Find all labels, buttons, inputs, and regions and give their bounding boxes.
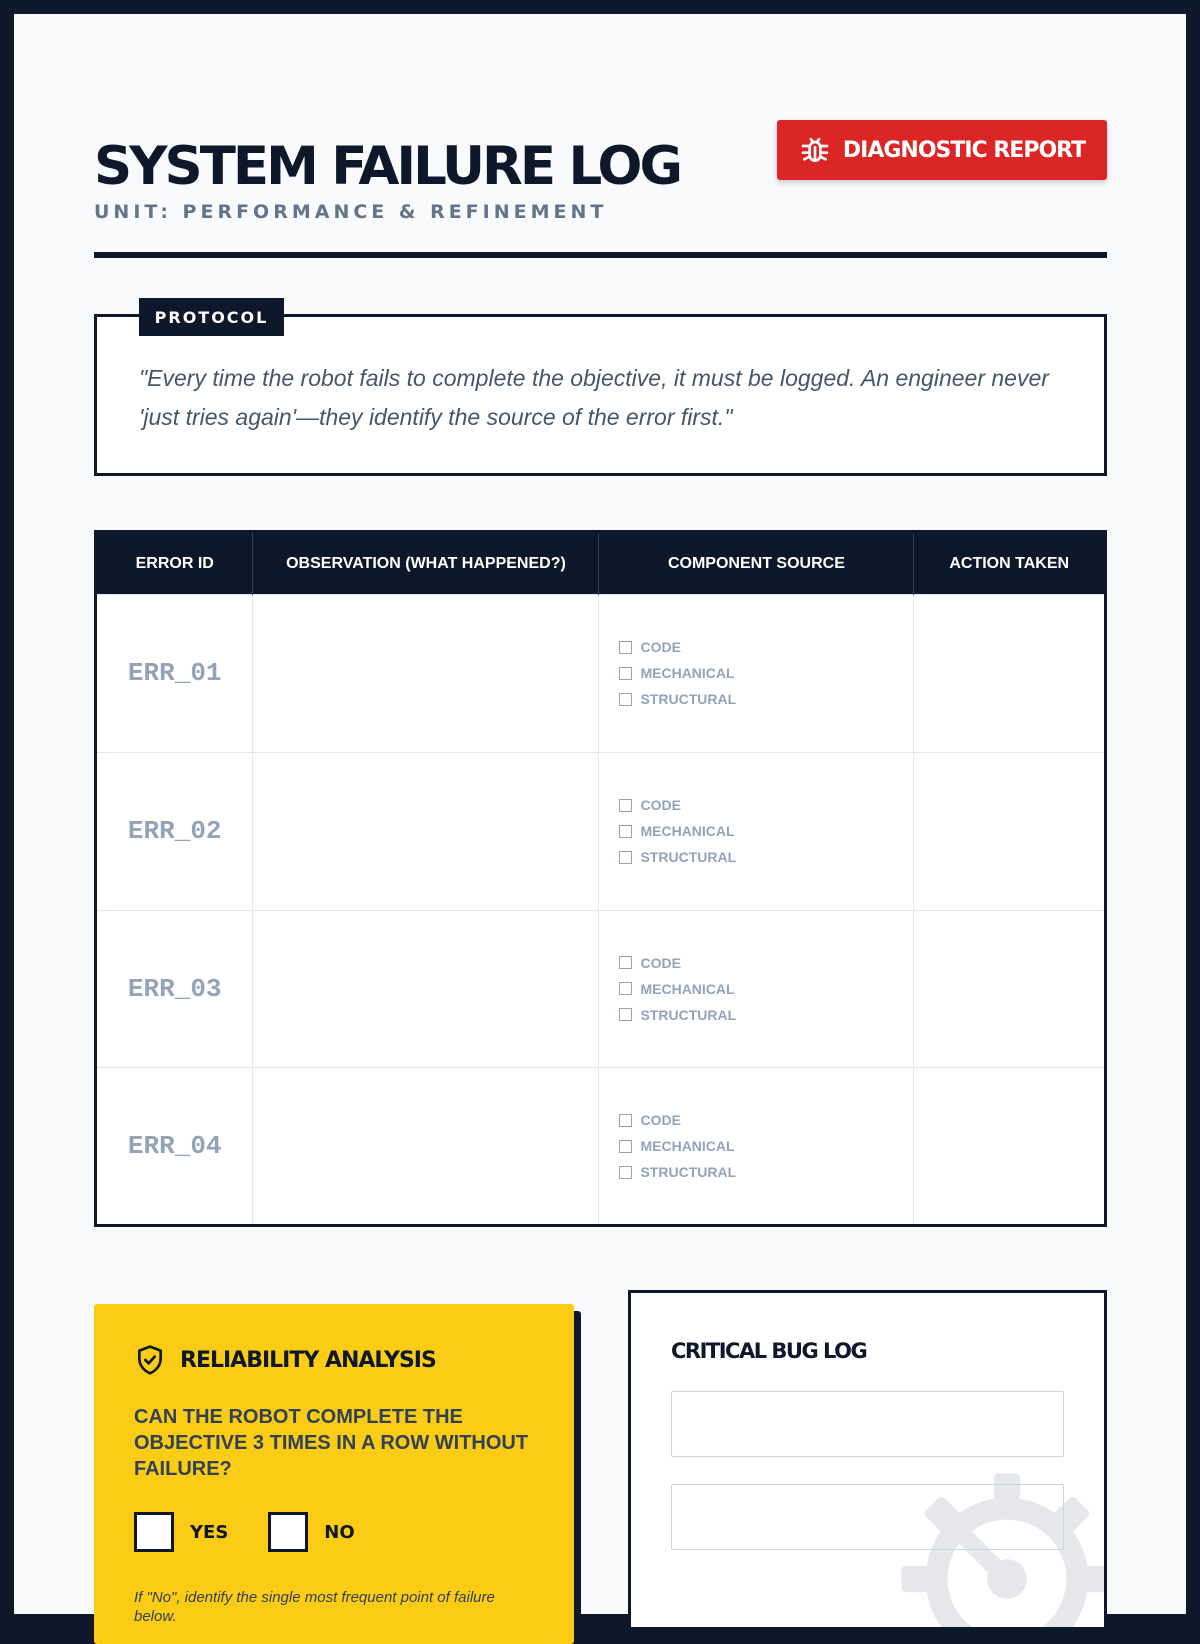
error-id-cell: ERR_01	[96, 595, 253, 753]
bug-entry-field[interactable]	[671, 1484, 1064, 1550]
source-option-label: MECHANICAL	[640, 665, 735, 682]
checkbox[interactable]	[619, 982, 632, 995]
header-action-taken: ACTION TAKEN	[914, 532, 1106, 595]
page-subtitle: UNIT: PERFORMANCE & REFINEMENT	[94, 201, 608, 223]
error-id-cell: ERR_04	[96, 1068, 253, 1226]
reliability-title: RELIABILITY ANALYSIS	[180, 1347, 436, 1373]
checkbox[interactable]	[619, 641, 632, 654]
action-taken-cell[interactable]	[914, 910, 1106, 1068]
checkbox[interactable]	[619, 693, 632, 706]
source-option-label: CODE	[640, 1112, 681, 1129]
checkbox[interactable]	[619, 956, 632, 969]
no-label: NO	[324, 1521, 355, 1543]
action-taken-cell[interactable]	[914, 1068, 1106, 1226]
source-option-code[interactable]	[619, 1107, 913, 1133]
yes-label: YES	[190, 1521, 229, 1543]
source-option-structural[interactable]	[619, 1159, 913, 1185]
reliability-header	[134, 1344, 436, 1376]
reliability-hint: If "No", identify the single most frequent point of failure below.	[134, 1589, 495, 1625]
source-option-mechanical[interactable]	[619, 660, 913, 686]
protocol-quote: "Every time the robot fails to complete the objective, it must be logged. An engineer never 'just tries again'—they identify the source of the error first."	[139, 365, 1049, 430]
bug-log-title: CRITICAL BUG LOG	[671, 1339, 867, 1363]
worksheet-page	[14, 14, 1186, 1625]
source-option-label: CODE	[640, 954, 681, 971]
error-id-cell: ERR_02	[96, 752, 253, 910]
error-id-cell: ERR_03	[96, 910, 253, 1068]
header-error-id: ERROR ID	[96, 532, 253, 595]
source-option-code[interactable]	[619, 634, 913, 660]
header-component-source: COMPONENT SOURCE	[599, 532, 914, 595]
table-row	[96, 595, 1106, 753]
page-title: SYSTEM FAILURE LOG	[94, 136, 680, 197]
observation-cell[interactable]	[253, 1068, 599, 1226]
no-option[interactable]	[268, 1512, 354, 1552]
observation-cell[interactable]	[253, 910, 599, 1068]
observation-cell[interactable]	[253, 752, 599, 910]
checkbox[interactable]	[619, 825, 632, 838]
source-option-label: STRUCTURAL	[640, 1006, 737, 1023]
source-option-mechanical[interactable]	[619, 976, 913, 1002]
source-option-label: STRUCTURAL	[640, 691, 737, 708]
table-header-row	[96, 532, 1106, 595]
diagnostic-report-badge	[777, 120, 1107, 180]
component-source-cell	[599, 1068, 914, 1226]
source-option-label: CODE	[640, 797, 681, 814]
component-source-cell	[599, 595, 914, 753]
reliability-options	[134, 1512, 395, 1552]
checkbox[interactable]	[619, 1166, 632, 1179]
table-row	[96, 752, 1106, 910]
shield-check-icon	[134, 1344, 166, 1376]
checkbox[interactable]	[619, 1140, 632, 1153]
source-option-structural[interactable]	[619, 1002, 913, 1028]
yes-checkbox[interactable]	[134, 1512, 174, 1552]
source-option-label: MECHANICAL	[640, 1138, 735, 1155]
bug-entry-field[interactable]	[671, 1391, 1064, 1457]
source-option-label: MECHANICAL	[640, 980, 735, 997]
checkbox[interactable]	[619, 667, 632, 680]
table-row	[96, 1068, 1106, 1226]
source-option-code[interactable]	[619, 950, 913, 976]
protocol-box	[94, 307, 1107, 476]
source-option-label: STRUCTURAL	[640, 849, 737, 866]
source-option-structural[interactable]	[619, 686, 913, 712]
yes-option[interactable]	[134, 1512, 228, 1552]
badge-label: DIAGNOSTIC REPORT	[842, 137, 1086, 163]
table-row	[96, 910, 1106, 1068]
protocol-tag: PROTOCOL	[139, 298, 284, 336]
action-taken-cell[interactable]	[914, 595, 1106, 753]
source-option-label: STRUCTURAL	[640, 1164, 737, 1181]
source-option-structural[interactable]	[619, 844, 913, 870]
reliability-question: CAN THE ROBOT COMPLETE THE OBJECTIVE 3 TIMES IN A ROW WITHOUT FAILURE?	[134, 1406, 529, 1480]
source-option-code[interactable]	[619, 792, 913, 818]
checkbox[interactable]	[619, 1008, 632, 1021]
checkbox[interactable]	[619, 851, 632, 864]
checkbox[interactable]	[619, 1114, 632, 1127]
header-divider	[94, 252, 1107, 258]
observation-cell[interactable]	[253, 595, 599, 753]
action-taken-cell[interactable]	[914, 752, 1106, 910]
source-option-label: MECHANICAL	[640, 823, 735, 840]
reliability-analysis-card	[94, 1304, 574, 1644]
failure-log-table	[94, 530, 1107, 1227]
no-checkbox[interactable]	[268, 1512, 308, 1552]
header-observation: OBSERVATION (WHAT HAPPENED?)	[253, 532, 599, 595]
source-option-mechanical[interactable]	[619, 818, 913, 844]
component-source-cell	[599, 910, 914, 1068]
source-option-mechanical[interactable]	[619, 1133, 913, 1159]
bug-icon	[799, 134, 831, 166]
source-option-label: CODE	[640, 639, 681, 656]
checkbox[interactable]	[619, 799, 632, 812]
critical-bug-log-card	[628, 1290, 1107, 1630]
component-source-cell	[599, 752, 914, 910]
